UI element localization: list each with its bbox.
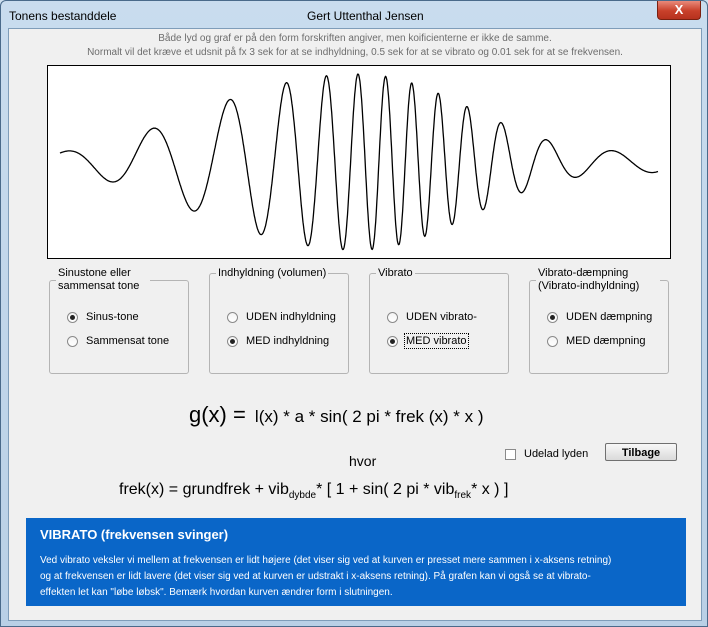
radio-uden-daempning[interactable] [547,311,652,323]
radio-button[interactable] [547,336,558,347]
formula-hvor: hvor [349,453,377,469]
radio-uden-indhyldning[interactable] [227,311,336,323]
explanation-title: VIBRATO (frekvensen svinger) [40,527,229,542]
radio-label: MED dæmpning [566,335,646,347]
radio-label: UDEN vibrato- [406,311,477,323]
radio-label: MED vibrato [406,335,467,347]
radio-button[interactable] [227,312,238,323]
radio-button[interactable] [387,312,398,323]
formula-frek-end: * x ) ] [471,481,509,498]
info-line-1: Både lyd og graf er på den form forskriften angiver, men koificienterne er ikke de samme. [158,33,552,44]
explanation-panel [26,518,686,606]
radio-button[interactable] [67,336,78,347]
radio-button[interactable] [227,336,238,347]
radio-sinus-tone[interactable] [67,311,139,323]
radio-label: UDEN indhyldning [246,311,336,323]
close-icon: X [674,2,684,17]
group-tonetype-title: Sinustone eller sammensat tone [58,267,140,292]
info-line-2: Normalt vil det kræve et udsnit på fx 3 sek for at se indhyldning, 0.5 sek for at se vibrato og 0.01 sek for at se frekvensen. [87,47,623,58]
radio-button[interactable] [67,312,78,323]
waveform-graph [47,65,671,259]
formula-frek-main: frek(x) = grundfrek + vib [119,481,289,498]
window-title: Tonens bestanddele [9,9,117,23]
explanation-line-3: effekten let kan "løbe løbsk". Bemærk hvordan kurven ændrer form i slutningen. [40,587,393,598]
explanation-line-2: og at frekvensen er lidt lavere (det viser sig ved at kurven er udstrakt i x-aksens retning). På grafen kan vi også se at vibrato- [40,571,591,582]
group-vibrato-title: Vibrato [378,267,413,279]
explanation-line-1: Ved vibrato veksler vi mellem at frekvensen er lidt højere (det viser sig ved at kurven er presset mere sammen i x-aksens retning) [40,555,612,566]
udelad-lyden-checkbox-row[interactable] [505,448,588,460]
formula-g-rhs: l(x) * a * sin( 2 pi * frek (x) * x ) [254,407,484,426]
formula-frek-mid: * [ 1 + sin( 2 pi * vib [316,481,455,498]
formula-g [189,402,484,428]
formula-g-lhs: g(x) = [189,402,246,427]
waveform-svg [48,66,670,258]
formula-frek-sub2: frek [454,490,472,502]
radio-label: UDEN dæmpning [566,311,653,323]
radio-label: Sinus-tone [86,311,139,323]
close-button[interactable] [657,1,701,20]
group-vibrato-daempning-title: Vibrato-dæmpning (Vibrato-indhyldning) [538,267,640,292]
formula-frek-sub1: dybde [288,490,317,502]
waveform-curve [60,74,658,249]
radio-button[interactable] [547,312,558,323]
radio-med-vibrato[interactable] [387,335,467,347]
radio-med-indhyldning[interactable] [227,335,329,347]
title-bar[interactable] [1,1,707,27]
client-area [8,28,702,621]
radio-med-daempning[interactable] [547,335,645,347]
formula-frek [119,481,508,501]
udelad-lyden-label: Udelad lyden [524,448,589,460]
group-indhyldning-title: Indhyldning (volumen) [218,267,327,279]
tilbage-button[interactable]: Tilbage [605,443,677,461]
radio-label: MED indhyldning [246,335,330,347]
radio-uden-vibrato[interactable] [387,311,477,323]
radio-label: Sammensat tone [86,335,170,347]
udelad-lyden-checkbox[interactable] [505,449,516,460]
radio-sammensat-tone[interactable] [67,335,169,347]
radio-button[interactable] [387,336,398,347]
author-name: Gert Uttenthal Jensen [307,9,424,23]
